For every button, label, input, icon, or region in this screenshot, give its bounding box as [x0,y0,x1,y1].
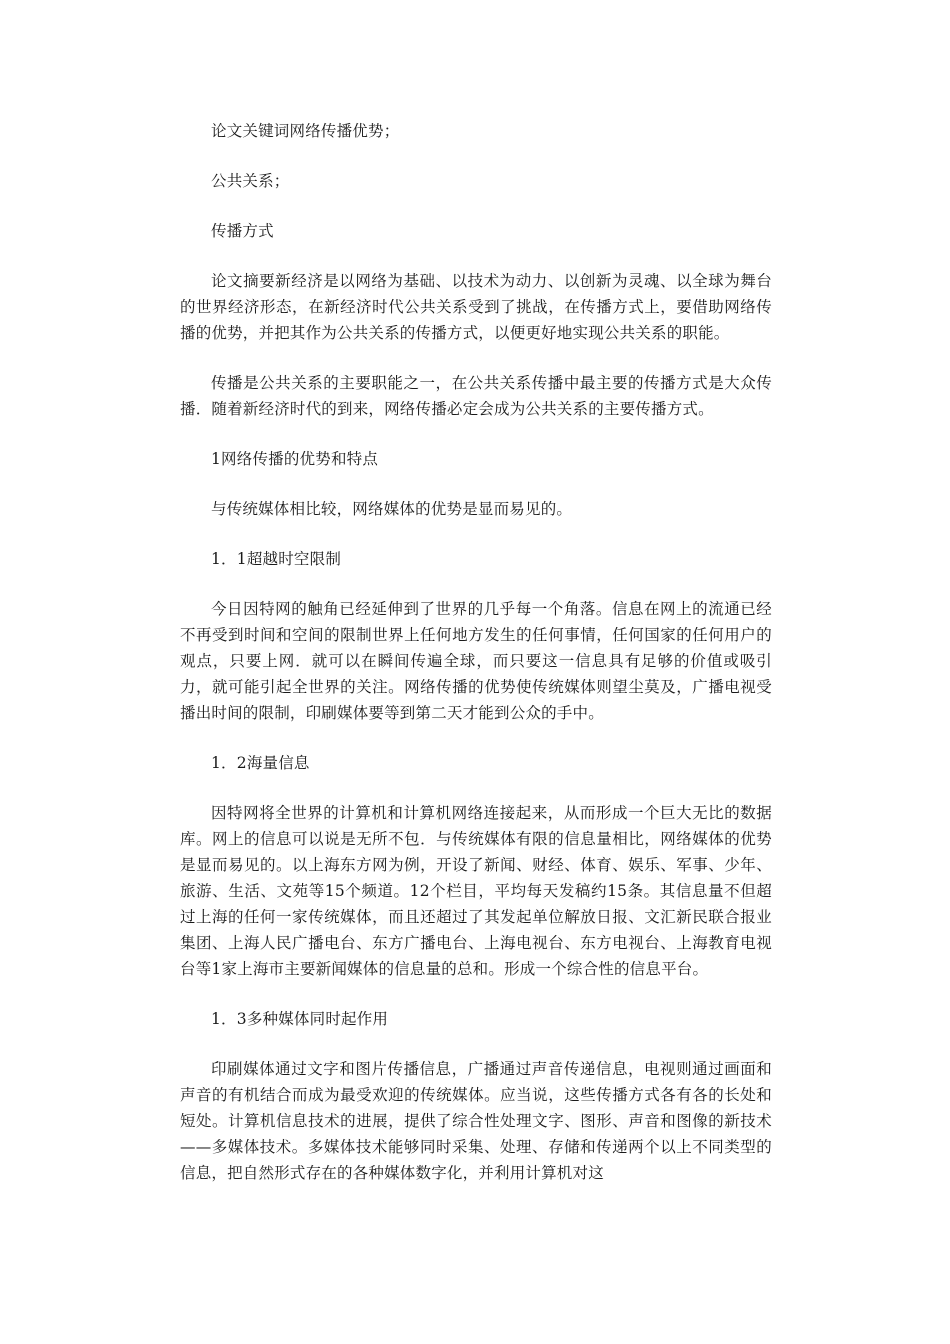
keywords-line: 公共关系； [211,172,290,190]
keywords-line: 论文关键词网络传播优势； [211,122,400,140]
body-paragraph: 印刷媒体通过文字和图片传播信息，广播通过声音传递信息，电视则通过画面和声音的有机结合而成为最受欢迎的传统媒体。应当说，这些传播方式各有各的长处和短处。计算机信息技术的进展，提供了综合性处理文字、图形、声音和图像的新技术——多媒体技术。多媒体技术能够同时采集、处理、存储和传递两个以上不同类型的信息，把自然形式存在的各种媒体数字化，并利用计算机对这 [180,1060,772,1182]
subsection-heading: 1．2海量信息 [211,754,310,772]
subsection-heading: 1．1超越时空限制 [211,550,342,568]
body-paragraph: 今日因特网的触角已经延伸到了世界的几乎每一个角落。信息在网上的流通已经不再受到时间和空间的限制世界上任何地方发生的任何事情，任何国家的任何用户的观点，只要上网．就可以在瞬间传遍全球，而只要这一信息具有足够的价值或吸引力，就可能引起全世界的关注。网络传播的优势使传统媒体则望尘莫及，广播电视受播出时间的限制，印刷媒体要等到第二天才能到公众的手中。 [180,600,772,722]
body-paragraph: 因特网将全世界的计算机和计算机网络连接起来，从而形成一个巨大无比的数据库。网上的信息可以说是无所不包．与传统媒体有限的信息量相比，网络媒体的优势是显而易见的。以上海东方网为例，开设了新闻、财经、体育、娱乐、军事、少年、旅游、生活、文苑等15个频道。12个栏目，平均每天发稿约15条。其信息量不但超过上海的任何一家传统媒体，而且还超过了其发起单位解放日报、文汇新民联合报业集团、上海人民广播电台、东方广播电台、上海电视台、东方电视台、上海教育电视台等1家上海市主要新闻媒体的信息量的总和。形成一个综合性的信息平台。 [180,804,772,978]
abstract-paragraph: 论文摘要新经济是以网络为基础、以技术为动力、以创新为灵魂、以全球为舞台的世界经济形态，在新经济时代公共关系受到了挑战，在传播方式上，要借助网络传播的优势，并把其作为公共关系的传播方式，以便更好地实现公共关系的职能。 [180,272,772,342]
body-paragraph: 与传统媒体相比较，网络媒体的优势是显而易见的。 [211,500,573,518]
section-heading: 1网络传播的优势和特点 [211,450,379,468]
document-body [180,118,772,1210]
intro-paragraph: 传播是公共关系的主要职能之一，在公共关系传播中最主要的传播方式是大众传播．随着新经济时代的到来，网络传播必定会成为公共关系的主要传播方式。 [180,374,772,418]
subsection-heading: 1．3多种媒体同时起作用 [211,1010,389,1028]
keywords-line: 传播方式 [211,222,274,240]
